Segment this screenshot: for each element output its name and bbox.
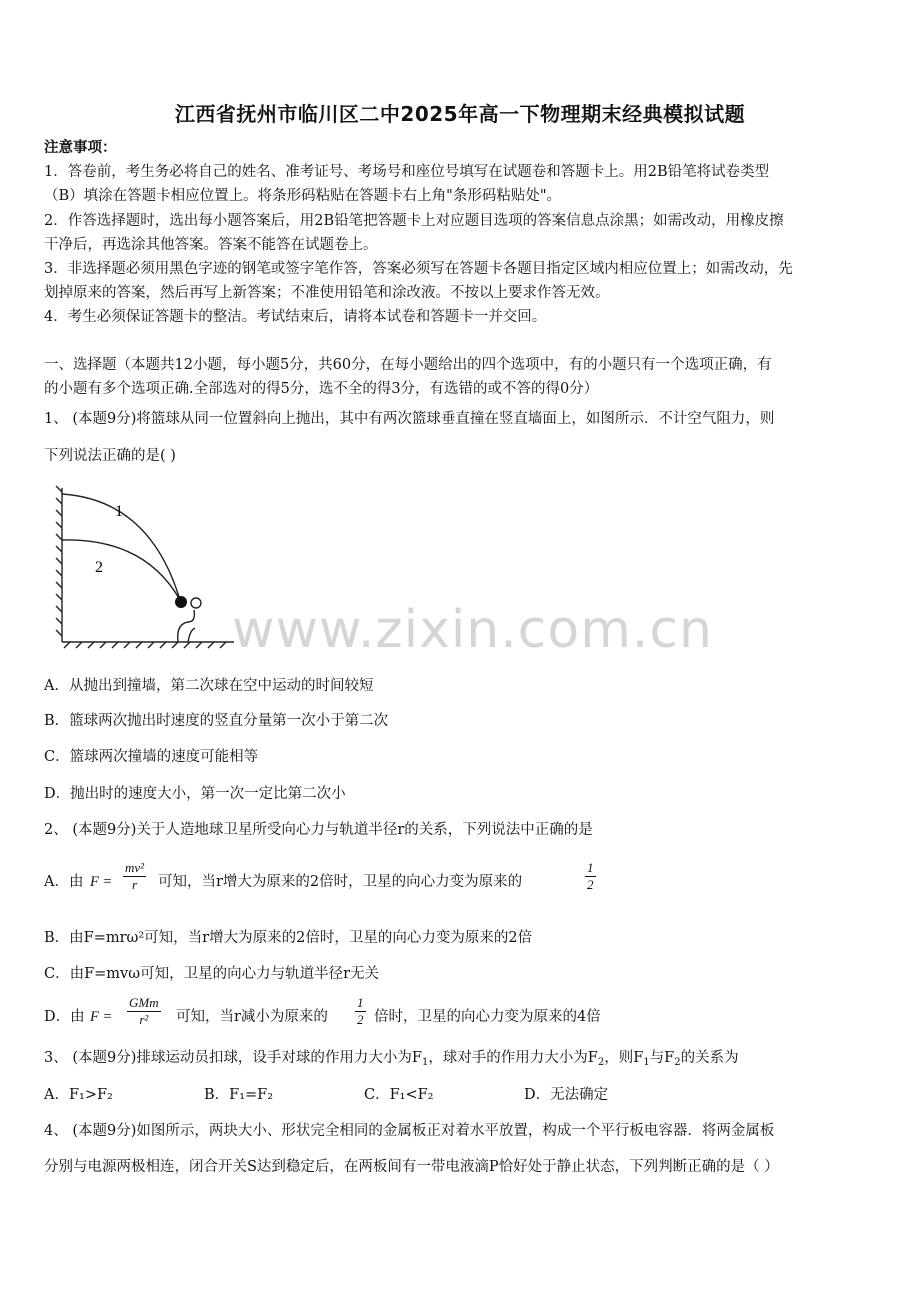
q2-a-text: 可知，当r增大为原来的2倍时，卫星的向心力变为原来的 [158,874,523,890]
section-heading-cont: 的小题有多个选项正确.全部选对的得5分，选不全的得3分，有选错的或不答的得0分） [44,381,599,397]
q2-a-fraction: $\frac{\text{mv²}}{r}$ [125,860,145,892]
notice-line: 1．答卷前，考生务必将自己的姓名、准考证号、考场号和座位号填写在试题卷和答题卡上。用2B铅笔将试卷类型 [44,164,770,180]
notice-heading: 注意事项： [44,139,117,156]
trajectory-2 [62,540,180,600]
q1-stem: 1、 (本题9分)将篮球从同一位置斜向上抛出，其中有两次篮球垂直撞在竖直墙面上，如图所示．不计空气阻力，则 [44,411,775,427]
q2-d-lhs: F = [90,1009,113,1025]
q2-d-text1: 可知，当r减小为原来的 [176,1009,328,1025]
q2-option-d [44,994,880,1038]
trajectory-1-label: 1 [115,503,123,520]
q2-d-half: $\frac{1}{2}$ [357,995,364,1027]
notice-line: （B）填涂在答题卡相应位置上。将条形码粘贴在答题卡右上角"条形码粘贴处"。 [44,188,561,204]
page-title: 江西省抚州市临川区二中2025年高一下物理期末经典模拟试题 [174,102,746,126]
q2-option-a [44,858,880,902]
q2-d-text2: 倍时，卫星的向心力变为原来的4倍 [374,1009,601,1025]
q3-stem: 3、 (本题9分)排球运动员扣球，设手对球的作用力大小为$F_1$，球对手的作用力大小为$F_2$，则$F_1$与$F_2$的关系为 [44,1050,739,1068]
q2-option-c: C．由F=mvω可知，卫星的向心力与轨道半径r无关 [44,966,379,982]
q1-option-b: B．篮球两次抛出时速度的竖直分量第一次小于第二次 [44,713,389,729]
basketball-icon [175,596,187,608]
q1-figure [50,482,240,652]
ground-icon [62,642,234,648]
q2-a-prefix: A．由 [44,874,84,890]
wall-icon [56,486,62,642]
notice-line: 3．非选择题必须用黑色字迹的钢笔或签字笔作答，答案必须写在答题卡各题目指定区域内相应位置上；如需改动，先 [44,261,793,277]
q1-stem-cont: 下列说法正确的是( ) [44,448,176,464]
q4-stem-cont: 分别与电源两极相连，闭合开关S达到稳定后，在两板间有一带电液滴P恰好处于静止状态，下列判断正确的是（ ） [44,1159,779,1175]
q3-option-d: D．无法确定 [524,1087,609,1103]
q2-d-prefix: D．由 [44,1009,85,1025]
notice-line: 干净后，再选涂其他答案。答案不能答在试题卷上。 [44,237,378,253]
notice-line: 4．考生必须保证答题卡的整洁。考试结束后，请将本试卷和答题卡一并交回。 [44,309,547,325]
watermark: www.zixin.com.cn [232,600,713,660]
q4-stem: 4、 (本题9分)如图所示，两块大小、形状完全相同的金属板正对着水平放置，构成一个平行板电容器．将两金属板 [44,1123,775,1139]
trajectory-2-label: 2 [95,559,103,576]
notice-line: 划掉原来的答案，然后再写上新答案；不准使用铅笔和涂改液。不按以上要求作答无效。 [44,285,610,301]
section-heading: 一、选择题（本题共12小题，每小题5分，共60分，在每小题给出的四个选项中，有的小题只有一个选项正确，有 [44,357,772,373]
q3-option-b: B．F₁=F₂ [204,1087,274,1103]
q2-a-lhs: F = [90,874,113,890]
q2-d-fraction: GMm r² [129,995,159,1027]
q3-option-c: C．F₁<F₂ [364,1087,434,1103]
q2-option-b: B．由F=mrω²可知，当r增大为原来的2倍时，卫星的向心力变为原来的2倍 [44,930,533,946]
q1-option-d: D．抛出时的速度大小，第一次一定比第二次小 [44,786,346,802]
q1-option-c: C．篮球两次撞墙的速度可能相等 [44,749,259,765]
notice-line: 2．作答选择题时，选出每小题答案后，用2B铅笔把答题卡上对应题目选项的答案信息点涂黑；如需改动，用橡皮擦 [44,213,784,229]
q2-a-half: $\frac{1}{2}$ [587,860,594,892]
q2-stem: 2、 (本题9分)关于人造地球卫星所受向心力与轨道半径r的关系，下列说法中正确的是 [44,822,593,838]
q3-option-a: A．F₁>F₂ [44,1087,113,1103]
q1-option-a: A．从抛出到撞墙，第二次球在空中运动的时间较短 [44,678,374,694]
